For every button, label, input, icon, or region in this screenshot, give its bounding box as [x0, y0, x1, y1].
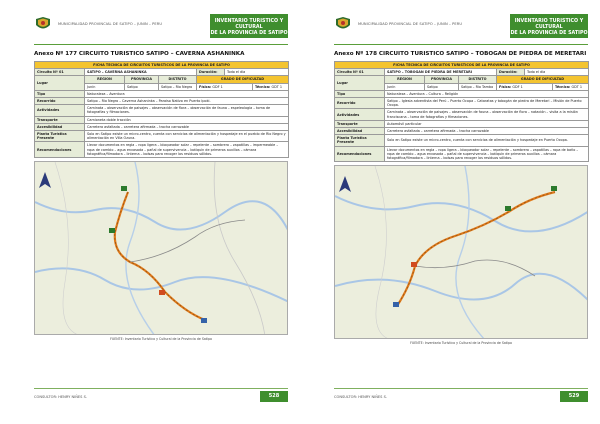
- map-marker-icon: [159, 290, 165, 295]
- district-value: Satipo – Rio Tambo: [459, 83, 497, 90]
- physical-difficulty: Física: GDF 1: [497, 83, 553, 90]
- physical-difficulty: Física: GDF 1: [197, 83, 253, 90]
- tourist-plant-value: Solo en Satipo existe un micro-centro, cuenta con servicios de alimentación y hospedaje en el pueblo de Rio Negro y alimentación en Villa Ozuna.: [85, 131, 289, 142]
- technical-difficulty: Técnica: GDT 1: [253, 83, 289, 90]
- route-value: Satipo – Rio Negro – Caverna Ashaninka – Paraiso Nativo en Puerto Ipoki.: [85, 98, 289, 105]
- page-header: [334, 14, 588, 42]
- map-marker-icon: [411, 262, 417, 267]
- province-value: Satipo: [425, 83, 459, 90]
- consultant-name: CONSULTOR: HENRY NIÑES S.: [34, 395, 88, 399]
- route-label: Recorrido: [335, 98, 385, 109]
- page-number: 528: [260, 391, 288, 402]
- recommendations-value: Llevar documentos en regla – ropa ligera – bloqueador solar – repelente – sombrero – zapatillas – ropa de baño – ropa de cambio – agua envasada – pañal de supervivencia – botiquín de primeros auxilios – cámara fotográfica/filmadora – linterna – bolsas para recoger los residuos sólidos.: [385, 146, 589, 162]
- type-value: Naturaleza – Aventura – Cultura – Religión: [385, 90, 589, 97]
- transport-label: Transporte: [335, 120, 385, 127]
- tourist-plant-value: Solo en Satipo existe un micro-centro, cuenta con servicios de alimentación y hospedaje en Puerto Ocopa.: [385, 135, 589, 146]
- route-map-drawing: [335, 166, 588, 339]
- duration-value: Todo el día: [525, 69, 589, 76]
- municipality-logo-icon: [34, 16, 52, 32]
- transport-label: Transporte: [35, 116, 85, 123]
- municipality-logo-icon: [334, 16, 352, 32]
- accessibility-value: Carretera asfaltada – carretera afirmada – trocha carrozable: [385, 128, 589, 135]
- circuit-fiche-table: [334, 61, 589, 162]
- header-banner: INVENTARIO TURISTICO Y CULTURAL DE LA PROVINCIA DE SATIPO: [210, 14, 288, 38]
- type-label: Tipo: [35, 90, 85, 97]
- page-number: 529: [560, 391, 588, 402]
- accessibility-value: Carretera asfaltada – carretera afirmada – trocha carrozable: [85, 123, 289, 130]
- type-value: Naturaleza – Aventura: [85, 90, 289, 97]
- district-value: Satipo – Rio Negro: [159, 83, 197, 90]
- page-footer: [34, 391, 288, 403]
- route-label: Recorrido: [35, 98, 85, 105]
- footer-rule: [334, 388, 588, 389]
- duration-value: Todo el día: [225, 69, 289, 76]
- page-header: [34, 14, 288, 42]
- accessibility-label: Accesibilidad: [335, 128, 385, 135]
- place-label: Lugar: [35, 76, 85, 90]
- circuit-name: SATIPO – CAVERNA ASHANINKA: [85, 69, 197, 76]
- header-banner: INVENTARIO TURISTICO Y CULTURAL DE LA PROVINCIA DE SATIPO: [510, 14, 588, 38]
- district-header: DISTRITO: [159, 76, 197, 83]
- municipality-name: MUNICIPALIDAD PROVINCIAL DE SATIPO – JUNIN – PERU: [358, 22, 463, 26]
- map-source: FUENTE: Inventario Turístico y Cultural de la Provincia de Satipo: [410, 341, 512, 346]
- activities-label: Actividades: [335, 109, 385, 120]
- header-rule: [34, 44, 288, 45]
- consultant-name: CONSULTOR: HENRY NIÑES S.: [334, 395, 388, 399]
- circuit-number-label: Circuito Nº 01: [335, 69, 385, 76]
- duration-label: Duración:: [497, 69, 525, 76]
- route-map-drawing: [35, 162, 288, 335]
- province-value: Satipo: [125, 83, 159, 90]
- duration-label: Duración:: [197, 69, 225, 76]
- region-header: REGION: [85, 76, 125, 83]
- route-map: [34, 161, 288, 335]
- circuit-number-label: Circuito Nº 01: [35, 69, 85, 76]
- document-page-right: [300, 0, 600, 424]
- recommendations-label: Recomendaciones: [35, 142, 85, 158]
- accessibility-label: Accesibilidad: [35, 123, 85, 130]
- technical-difficulty: Técnica: GDT 1: [553, 83, 589, 90]
- circuit-name: SATIPO – TOBOGAN DE PIEDRA DE MERETARI: [385, 69, 497, 76]
- map-marker-icon: [505, 206, 511, 211]
- annex-title: Anexo Nº 177 CIRCUITO TURISTICO SATIPO – CAVERNA ASHANINKA: [34, 51, 245, 57]
- region-value: Junín: [85, 83, 125, 90]
- map-marker-icon: [121, 186, 127, 191]
- activities-value: Caminata – observación de paisajes – observación de flora – observación de fauna – espeleología – toma de fotografías y filmaciones.: [85, 105, 289, 116]
- municipality-name: MUNICIPALIDAD PROVINCIAL DE SATIPO – JUNIN – PERU: [58, 22, 163, 26]
- map-marker-icon: [551, 186, 557, 191]
- map-marker-icon: [393, 302, 399, 307]
- tourist-plant-label: Planta Turística Presente: [335, 135, 385, 146]
- ficha-heading: FICHA TECNICA DE CIRCUITOS TURISTICOS DE LA PROVINCIA DE SATIPO: [35, 62, 289, 69]
- map-marker-icon: [109, 228, 115, 233]
- activities-value: Caminata – observación de paisajes – observación de fauna – observación de flora – natación – visita a la misión franciscana – toma de fotografías y filmaciones.: [385, 109, 589, 120]
- difficulty-header: GRADO DE DIFICULTAD: [197, 76, 289, 83]
- tourist-plant-label: Planta Turística Presente: [35, 131, 85, 142]
- map-source: FUENTE: Inventario Turístico y Cultural de la Provincia de Satipo: [110, 337, 212, 342]
- route-map: [334, 165, 588, 339]
- footer-rule: [34, 388, 288, 389]
- annex-title: Anexo Nº 178 CIRCUITO TURISTICO SATIPO – TOBOGAN DE PIEDRA DE MERETARI: [334, 51, 587, 57]
- page-footer: [334, 391, 588, 403]
- ficha-heading: FICHA TECNICA DE CIRCUITOS TURISTICOS DE LA PROVINCIA DE SATIPO: [335, 62, 589, 69]
- recommendations-value: Llevar documentos en regla – ropa ligera – bloqueador solar – repelente – sombrero – zapatillas – impermeable – ropa de cambio – agua envasada – pañal de supervivencia – botiquín de primeros auxilios – cámara fotográfica/filmadora – linterna – bolsas para recoger los residuos sólidos.: [85, 142, 289, 158]
- activities-label: Actividades: [35, 105, 85, 116]
- province-header: PROVINCIA: [125, 76, 159, 83]
- province-header: PROVINCIA: [425, 76, 459, 83]
- region-header: REGION: [385, 76, 425, 83]
- transport-value: Camioneta doble tracción: [85, 116, 289, 123]
- region-value: Junín: [385, 83, 425, 90]
- recommendations-label: Recomendaciones: [335, 146, 385, 162]
- header-rule: [334, 44, 588, 45]
- route-value: Satipo – Iglesia adventista del Perú – Puerto Ocopa – Cataratas y tobogán de piedra de Meretari – Misión de Puerto Ocopa.: [385, 98, 589, 109]
- map-marker-icon: [201, 318, 207, 323]
- transport-value: Automóvil particular: [385, 120, 589, 127]
- circuit-fiche-table: [34, 61, 289, 158]
- place-label: Lugar: [335, 76, 385, 90]
- difficulty-header: GRADO DE DIFICULTAD: [497, 76, 589, 83]
- district-header: DISTRITO: [459, 76, 497, 83]
- type-label: Tipo: [335, 90, 385, 97]
